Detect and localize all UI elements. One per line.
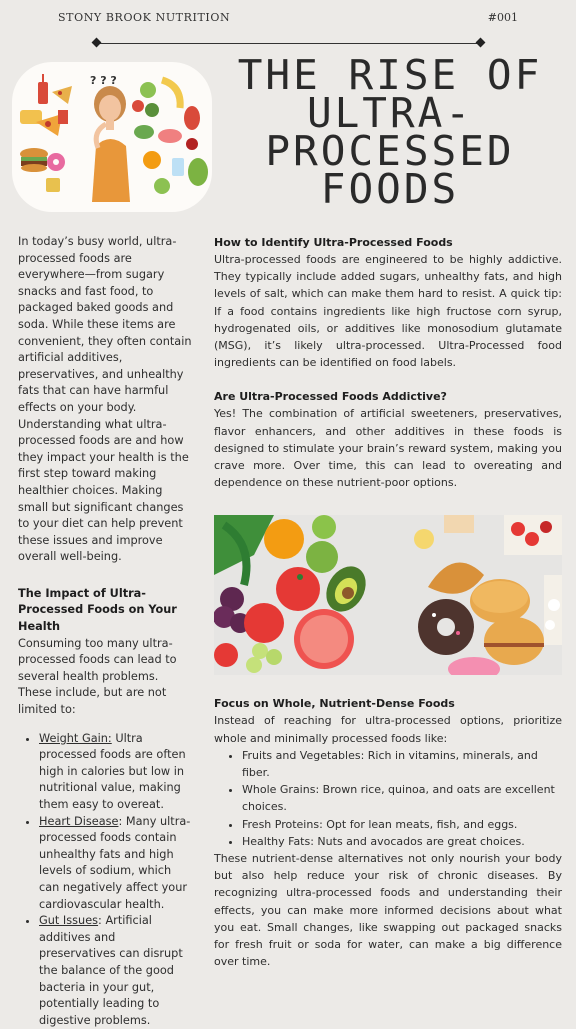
list-item: • Fruits and Vegetables: Rich in vitamins, minerals, and fiber. — [242, 747, 562, 781]
right-column — [214, 234, 562, 970]
list-item — [39, 913, 192, 1029]
list-item — [39, 731, 192, 814]
food-comparison-photo — [214, 515, 562, 675]
list-item-text: Ultra processed foods are often high in calories but low in nutritional value, making them easy to overeat. — [39, 731, 186, 811]
brand-name: STONY BROOK NUTRITION — [58, 11, 231, 24]
whole-foods-paragraph: Instead of reaching for ultra-processed options, prioritize whole and minimally processed foods like: — [214, 714, 562, 745]
hero-illustration — [12, 62, 212, 212]
list-item-text: : Artificial additives and preservatives can disrupt the balance of the good bacteria in your gut, potentially leading to digestive problems. — [39, 914, 183, 1027]
header-divider — [96, 43, 480, 44]
fruits-vegetables-icon — [132, 80, 208, 194]
question-marks-icon: ? ? ? — [90, 74, 117, 87]
impact-heading: The Impact of Ultra-Processed Foods on Your Health — [18, 586, 177, 634]
impact-paragraph: Consuming too many ultra-processed foods can lead to several health problems. These include, but are not limited to: — [18, 636, 177, 717]
woman-thinking-icon — [92, 86, 130, 202]
left-column — [18, 234, 192, 1029]
list-item — [39, 814, 192, 914]
list-item: • Healthy Fats: Nuts and avocados are great choices. — [242, 833, 562, 850]
junk-food-icon — [20, 74, 72, 192]
diamond-ornament-right — [476, 38, 486, 48]
health-problems-list — [18, 731, 192, 1029]
addictive-heading: Are Ultra-Processed Foods Addictive? — [214, 390, 447, 404]
whole-foods-list — [214, 747, 562, 850]
identify-heading: How to Identify Ultra-Processed Foods — [214, 236, 453, 249]
identify-paragraph: Ultra-processed foods are engineered to be highly addictive. They typically include added sugars, unhealthy fats, and high levels of salt, which can make them hard to resist. A quick tip: If a food contains ingredients like high fructose corn syrup, hydrogenated oils, or additives like monosodium glutamate (MSG), it’s likely ultra-processed. Ultra-Processed food ingredients can be identified on food labels. — [214, 253, 562, 370]
list-item-term: Gut Issues — [39, 914, 99, 928]
list-item-text: : Many ultra-processed foods contain unhealthy fats and high levels of sodium, which can negatively affect your cardiovascular health. — [39, 814, 191, 911]
list-item: • Whole Grains: Brown rice, quinoa, and oats are excellent choices. — [242, 781, 562, 815]
whole-foods-heading: Focus on Whole, Nutrient-Dense Foods — [214, 697, 455, 711]
diamond-ornament-left — [92, 38, 102, 48]
issue-number: #001 — [487, 11, 518, 24]
closing-paragraph: These nutrient-dense alternatives not only nourish your body but also help reduce your risk of chronic diseases. By recognizing ultra-processed foods and understanding their effects, you can make more informed decisions about what you eat. Small changes, like swapping out packaged snacks for fresh fruit or soda for water, can make a big difference over time. — [214, 852, 562, 969]
list-item-term: Heart Disease — [39, 814, 119, 828]
addictive-paragraph: Yes! The combination of artificial sweeteners, preservatives, flavor enhancers, and other additives in these foods is designed to stimulate your brain’s reward system, making you crave more. Over time, this can lead to overeating and dependence on these nutrient-poor options. — [214, 407, 562, 490]
page-title: THE RISE OF ULTRA-PROCESSED FOODS — [237, 51, 543, 213]
list-item: • Fresh Proteins: Opt for lean meats, fish, and eggs. — [242, 816, 562, 833]
intro-paragraph: In today’s busy world, ultra-processed foods are everywhere—from sugary snacks and fast food, to packaged baked goods and soda. While these items are convenient, they often contain artificial additives, preservatives, and unhealthy fats that can have harmful effects on your body. Understanding what ultra-processed foods are and how they impact your health is the first step toward making healthier choices. Making small but significant changes to your diet can help prevent these issues and improve overall well-being. — [18, 235, 192, 564]
list-item-term: Weight Gain: — [39, 731, 112, 745]
